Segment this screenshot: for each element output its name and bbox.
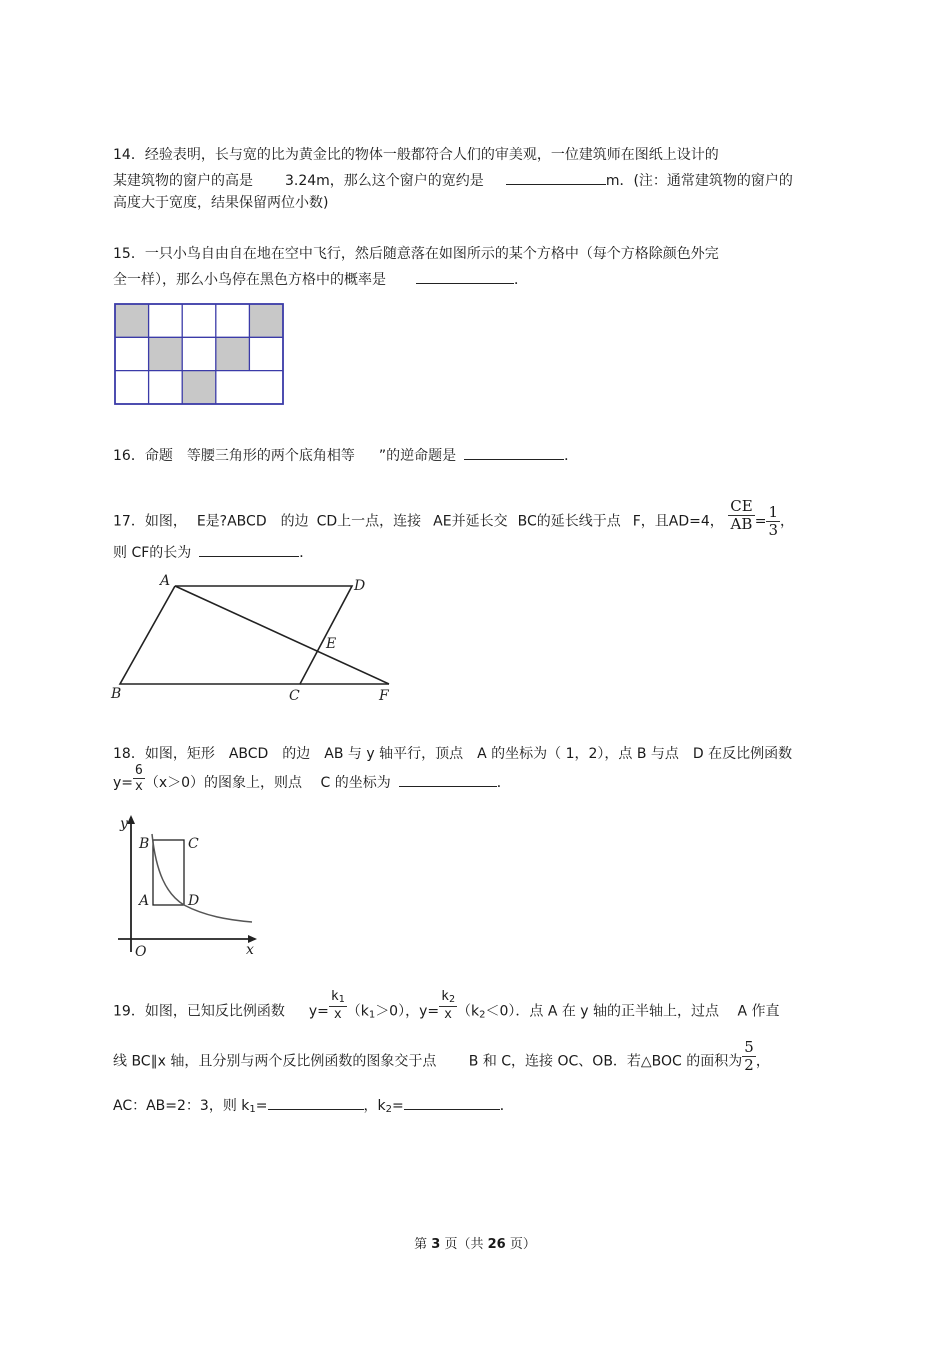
label-a: A xyxy=(160,573,171,589)
q14-line1: 14．经验表明，长与宽的比为黄金比的物体一般都符合人们的审美观，一位建筑师在图纸上设计的 xyxy=(113,147,719,163)
label-a: A xyxy=(139,893,150,909)
label-x: x xyxy=(246,942,254,958)
q16-blank xyxy=(464,445,564,460)
grid-cell-shaded xyxy=(115,304,149,337)
q18-fraction-6-x: $\frac{6}{x}$ xyxy=(135,762,143,794)
label-d: D xyxy=(188,893,200,909)
q19-fraction-k1-x: $\frac{k_1}{x}$ xyxy=(330,989,345,1022)
current-page-number: 3 xyxy=(431,1237,441,1252)
q19-fraction-5-2: $\frac{5}{2}$ xyxy=(744,1038,754,1074)
total-pages-number: 26 xyxy=(487,1237,506,1252)
q17-parallelogram-figure xyxy=(108,568,398,704)
q15-grid-figure xyxy=(112,301,288,407)
q14-line3: 高度大于宽度，结果保留两位小数) xyxy=(113,195,329,211)
q14-blank xyxy=(506,170,606,185)
q19-fraction-k2-x: $\frac{k_2}{x}$ xyxy=(441,989,455,1022)
label-d: D xyxy=(354,578,366,594)
q18-line2: y= $\frac{6}{x}$ （x＞0）的图象上，则点 C 的坐标为 ． xyxy=(113,762,511,794)
page-footer: 第 3 页（共 26 页） xyxy=(414,1237,536,1252)
grid-cell-shaded xyxy=(249,304,283,337)
label-c: C xyxy=(289,688,300,704)
label-b: B xyxy=(111,686,122,702)
q19-line1: 19．如图，已知反比例函数 y= $\frac{k_1}{x}$ $(k_1>0)$，y= $\frac{k_2}{x}$ $(k_2<0)$．点 A 在 y 轴的正半轴上，过点 A 作直 xyxy=(113,989,780,1022)
q17-line1: 17．如图， E是?ABCD 的边 CD上一点，连接 AE并延长交 BC的延长线于点 F，且AD=4， $\frac{CE}{AB}$ = $\frac{1}{3}$ ， xyxy=(113,497,794,539)
label-f: F xyxy=(379,688,389,704)
q19-line3: AC：AB=2：3，则 $k_1=$ ，$k_2=$ ． xyxy=(113,1095,514,1119)
q17-blank xyxy=(199,542,299,557)
q19-blank-k2 xyxy=(404,1095,500,1110)
label-b: B xyxy=(139,836,150,852)
q17-fraction-ce-ab: $\frac{CE}{AB}$ xyxy=(730,497,753,533)
q17-fraction-1-3: $\frac{1}{3}$ xyxy=(768,503,778,539)
label-o: O xyxy=(135,944,147,960)
grid-cell-shaded xyxy=(216,337,250,370)
label-y: y xyxy=(120,816,128,832)
grid-cell-shaded xyxy=(182,371,216,404)
grid-cell-shaded xyxy=(149,337,183,370)
label-c: C xyxy=(188,836,199,852)
q18-line1: 18．如图，矩形 ABCD 的边 AB 与 y 轴平行，顶点 A 的坐标为（ 1，2），点 B 与点 D 在反比例函数 xyxy=(113,746,793,762)
q15-line2: 全一样），那么小鸟停在黑色方格中的概率是 ． xyxy=(113,269,528,289)
q19-blank-k1 xyxy=(268,1095,364,1110)
q15-line1: 15．一只小鸟自由自在地在空中飞行，然后随意落在如图所示的某个方格中（每个方格除颜色外完 xyxy=(113,246,719,262)
q18-blank xyxy=(399,772,497,787)
q17-line2: 则 CF的长为 ． xyxy=(113,542,313,562)
label-e: E xyxy=(326,636,337,652)
q19-line2: 线 BC∥x 轴，且分别与两个反比例函数的图象交于点 B 和 C，连接 OC、OB．若△BOC 的面积为 $\frac{5}{2}$ ， xyxy=(113,1038,770,1074)
q18-coordinate-figure xyxy=(110,812,262,960)
q16-line: 16．命题 等腰三角形的两个底角相等 ”的逆命题是 ． xyxy=(113,445,578,465)
q15-blank xyxy=(416,269,514,284)
q14-line2: 某建筑物的窗户的高是 3.24m，那么这个窗户的宽约是 m．(注：通常建筑物的窗户的 xyxy=(113,170,793,190)
